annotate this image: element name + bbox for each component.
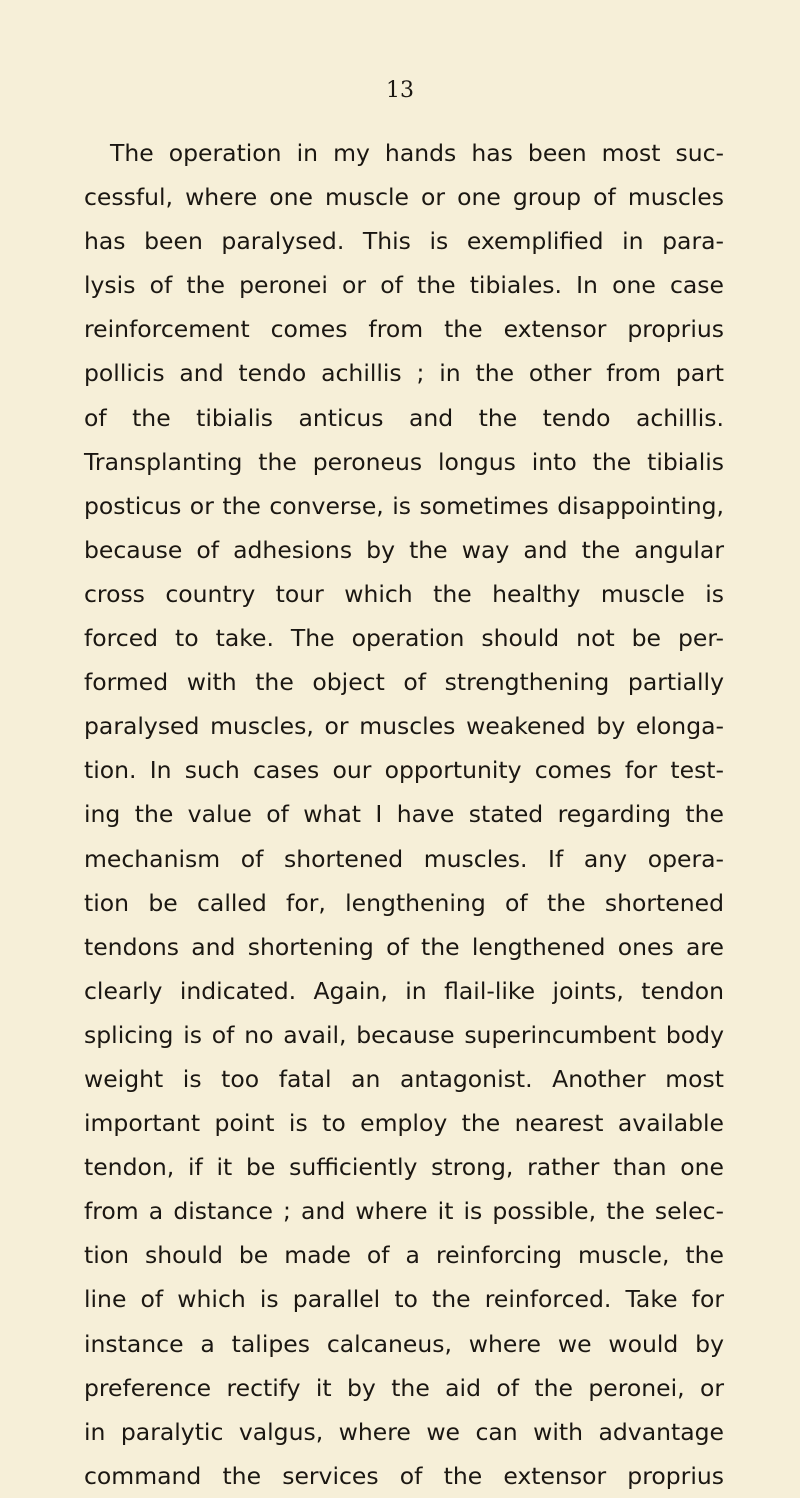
text-line: of the tibialis anticus and the tendo achillis. bbox=[84, 403, 724, 432]
text-line: tendon, if it be sufficiently strong, rather than one bbox=[84, 1153, 724, 1182]
text-line: tion be called for, lengthening of the shortened bbox=[84, 888, 724, 917]
page-number: 13 bbox=[386, 78, 414, 103]
text-line: from a distance ; and where it is possible, the selec- bbox=[84, 1197, 724, 1226]
text-line: command the services of the extensor proprius bbox=[84, 1461, 724, 1490]
text-line: clearly indicated. Again, in flail-like joints, tendon bbox=[84, 976, 724, 1005]
text-line: preference rectify it by the aid of the peronei, or bbox=[84, 1373, 724, 1402]
text-line: forced to take. The operation should not be per- bbox=[84, 624, 724, 653]
text-line: because of adhesions by the way and the angular bbox=[84, 535, 724, 564]
text-line: tion should be made of a reinforcing muscle, the bbox=[84, 1241, 724, 1270]
text-line: instance a talipes calcaneus, where we would by bbox=[84, 1329, 724, 1358]
text-line: has been paralysed. This is exemplified in para- bbox=[84, 227, 724, 256]
text-line: in paralytic valgus, where we can with advantage bbox=[84, 1417, 724, 1446]
text-line: paralysed muscles, or muscles weakened by elonga- bbox=[84, 712, 724, 741]
text-line: cessful, where one muscle or one group of muscles bbox=[84, 183, 724, 212]
text-line: line of which is parallel to the reinforced. Take for bbox=[84, 1285, 724, 1314]
text-line: cross country tour which the healthy muscle is bbox=[84, 579, 724, 608]
text-line: Transplanting the peroneus longus into the tibialis bbox=[84, 447, 724, 476]
text-line: mechanism of shortened muscles. If any opera- bbox=[84, 844, 724, 873]
text-line: tion. In such cases our opportunity comes for test- bbox=[84, 756, 724, 785]
text-line: formed with the object of strengthening partially bbox=[84, 668, 724, 697]
text-line: reinforcement comes from the extensor proprius bbox=[84, 315, 724, 344]
text-line: ing the value of what I have stated regarding the bbox=[84, 800, 724, 829]
text-line: important point is to employ the nearest available bbox=[84, 1109, 724, 1138]
text-line: pollicis and tendo achillis ; in the other from part bbox=[84, 359, 724, 388]
text-line: posticus or the converse, is sometimes disappointing, bbox=[84, 491, 724, 520]
text-line: tendons and shortening of the lengthened ones are bbox=[84, 932, 724, 961]
body-paragraph bbox=[84, 131, 724, 1498]
text-line: lysis of the peronei or of the tibiales. In one case bbox=[84, 271, 724, 300]
text-line: The operation in my hands has been most suc- bbox=[110, 139, 724, 167]
text-line: weight is too fatal an antagonist. Another most bbox=[84, 1064, 724, 1093]
text-line: splicing is of no avail, because superincumbent body bbox=[84, 1020, 724, 1049]
